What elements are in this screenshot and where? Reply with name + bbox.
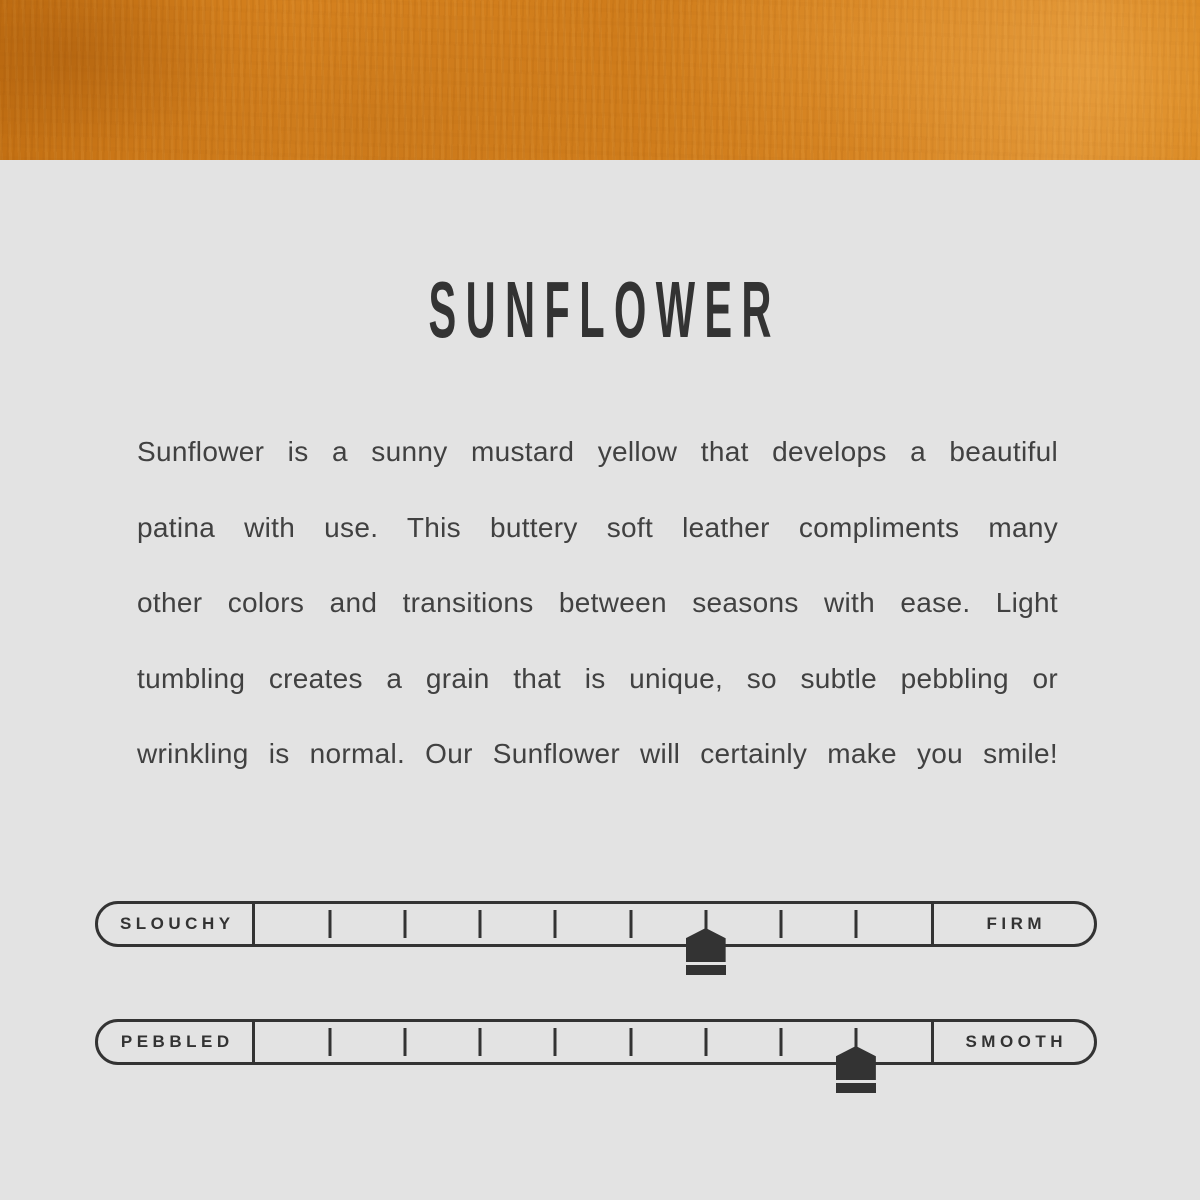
marker-base [686, 965, 726, 975]
description-line: tumbling creates a grain that is unique, so subtle pebbling or [137, 662, 1058, 694]
tick-mark [629, 1028, 632, 1056]
tick-mark [779, 1028, 782, 1056]
scale-track [255, 1022, 931, 1062]
scale-marker-icon [836, 1046, 876, 1093]
scale-right-label: FIRM [931, 904, 1094, 944]
pebbled-smooth-scale [95, 1019, 1097, 1065]
description-line: wrinkling is normal. Our Sunflower will certainly make you smile! [137, 738, 1058, 769]
description-line: other colors and transitions between seasons with ease. Light [137, 587, 1058, 618]
tick-mark [554, 910, 557, 938]
description-line: Sunflower is a sunny mustard yellow that develops a beautiful [137, 436, 1058, 467]
tick-mark [554, 1028, 557, 1056]
scale-left-label: PEBBLED [98, 1022, 255, 1062]
scale-marker-icon [686, 928, 726, 975]
tick-mark [479, 910, 482, 938]
leather-swatch-banner [0, 0, 1200, 160]
tick-mark [329, 910, 332, 938]
tick-mark [404, 910, 407, 938]
tick-mark [479, 1028, 482, 1056]
color-description [137, 414, 1058, 792]
slouchy-firm-scale [95, 901, 1097, 947]
tick-mark [779, 910, 782, 938]
scale-right-label: SMOOTH [931, 1022, 1094, 1062]
page-title: SUNFLOWER [428, 265, 781, 354]
marker-nib [836, 1046, 876, 1080]
scale-track [255, 904, 931, 944]
marker-base [836, 1083, 876, 1093]
tick-mark [404, 1028, 407, 1056]
tick-mark [854, 910, 857, 938]
tick-mark [629, 910, 632, 938]
description-line: patina with use. This buttery soft leather compliments many [137, 511, 1058, 543]
scale-left-label: SLOUCHY [98, 904, 255, 944]
tick-mark [329, 1028, 332, 1056]
tick-mark [704, 1028, 707, 1056]
marker-nib [686, 928, 726, 962]
